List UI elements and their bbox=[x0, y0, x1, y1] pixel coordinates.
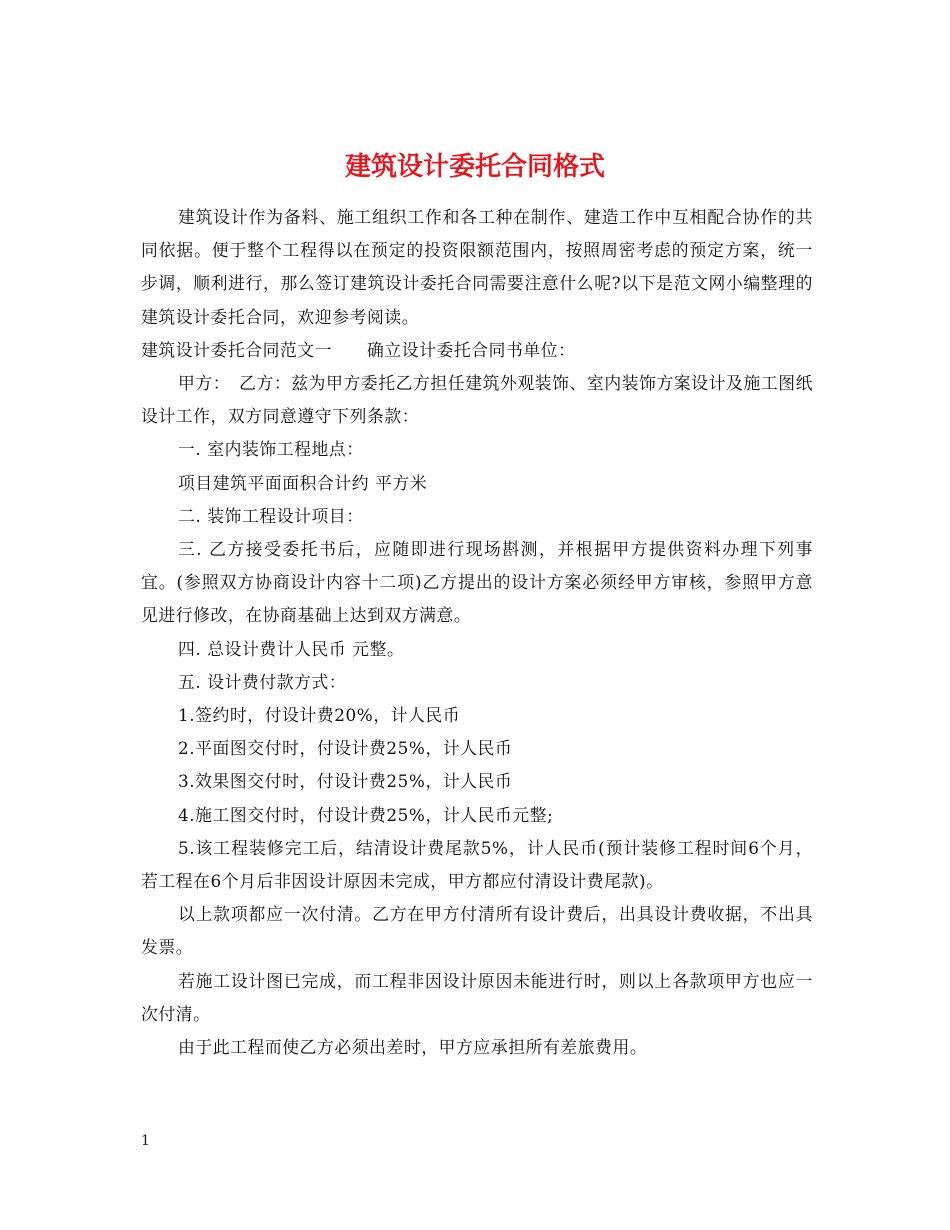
payment-item-3: 3.效果图交付时，付设计费25%，计人民币 bbox=[177, 771, 513, 792]
clause-1: 一. 室内装饰工程地点： bbox=[177, 439, 364, 460]
intro-paragraph: 建筑设计作为备料、施工组织工作和各工种在制作、建造工作中互相配合协作的共同依据。便于整个工程得以在预定的投资限额范围内，按照周密考虑的预定方案，统一步调，顺利进行，那么签订建筑设计委托合同需要注意什么呢?以下是范文网小编整理的建筑设计委托合同，欢迎参考阅读。 bbox=[141, 207, 813, 327]
document-body bbox=[141, 201, 813, 1064]
clause-3: 三. 乙方接受委托书后，应随即进行现场斟测，并根据甲方提供资料办理下列事宜。(参照双方协商设计内容十二项)乙方提出的设计方案必须经甲方审核，参照甲方意见进行修改，在协商基础上达到双方满意。 bbox=[141, 539, 813, 626]
payment-item-5: 5.该工程装修完工后，结清设计费尾款5%，计人民币(预计装修工程时间6个月，若工程在6个月后非因设计原因未完成，甲方都应付清设计费尾款)。 bbox=[141, 837, 813, 892]
payment-item-2: 2.平面图交付时，付设计费25%，计人民币 bbox=[177, 738, 513, 759]
clause-5: 五. 设计费付款方式： bbox=[177, 671, 347, 692]
payment-note-paragraph: 以上款项都应一次付清。乙方在甲方付清所有设计费后，出具设计费收据，不出具发票。 bbox=[141, 904, 813, 958]
travel-expense-paragraph: 由于此工程而使乙方必须出差时，甲方应承担所有差旅费用。 bbox=[177, 1037, 648, 1058]
sample-heading-line: 建筑设计委托合同范文一 确立设计委托合同书单位： bbox=[141, 339, 576, 360]
payment-item-1: 1.签约时，付设计费20%，计人民币 bbox=[177, 705, 461, 726]
page-number: 1 bbox=[141, 1133, 150, 1149]
document-title: 建筑设计委托合同格式 bbox=[344, 152, 605, 183]
clause-1-area: 项目建筑平面面积合计约 平方米 bbox=[177, 472, 428, 493]
clause-2: 二. 装饰工程设计项目： bbox=[177, 505, 364, 526]
clause-4: 四. 总设计费计人民币 元整。 bbox=[177, 638, 405, 659]
payment-item-4: 4.施工图交付时，付设计费25%，计人民币元整; bbox=[177, 804, 554, 825]
completion-paragraph: 若施工设计图已完成，而工程非因设计原因未能进行时，则以上各款项甲方也应一次付清。 bbox=[141, 970, 813, 1024]
parties-paragraph: 甲方： 乙方：兹为甲方委托乙方担任建筑外观装饰、室内装饰方案设计及施工图纸设计工作，双方同意遵守下列条款： bbox=[141, 373, 813, 427]
